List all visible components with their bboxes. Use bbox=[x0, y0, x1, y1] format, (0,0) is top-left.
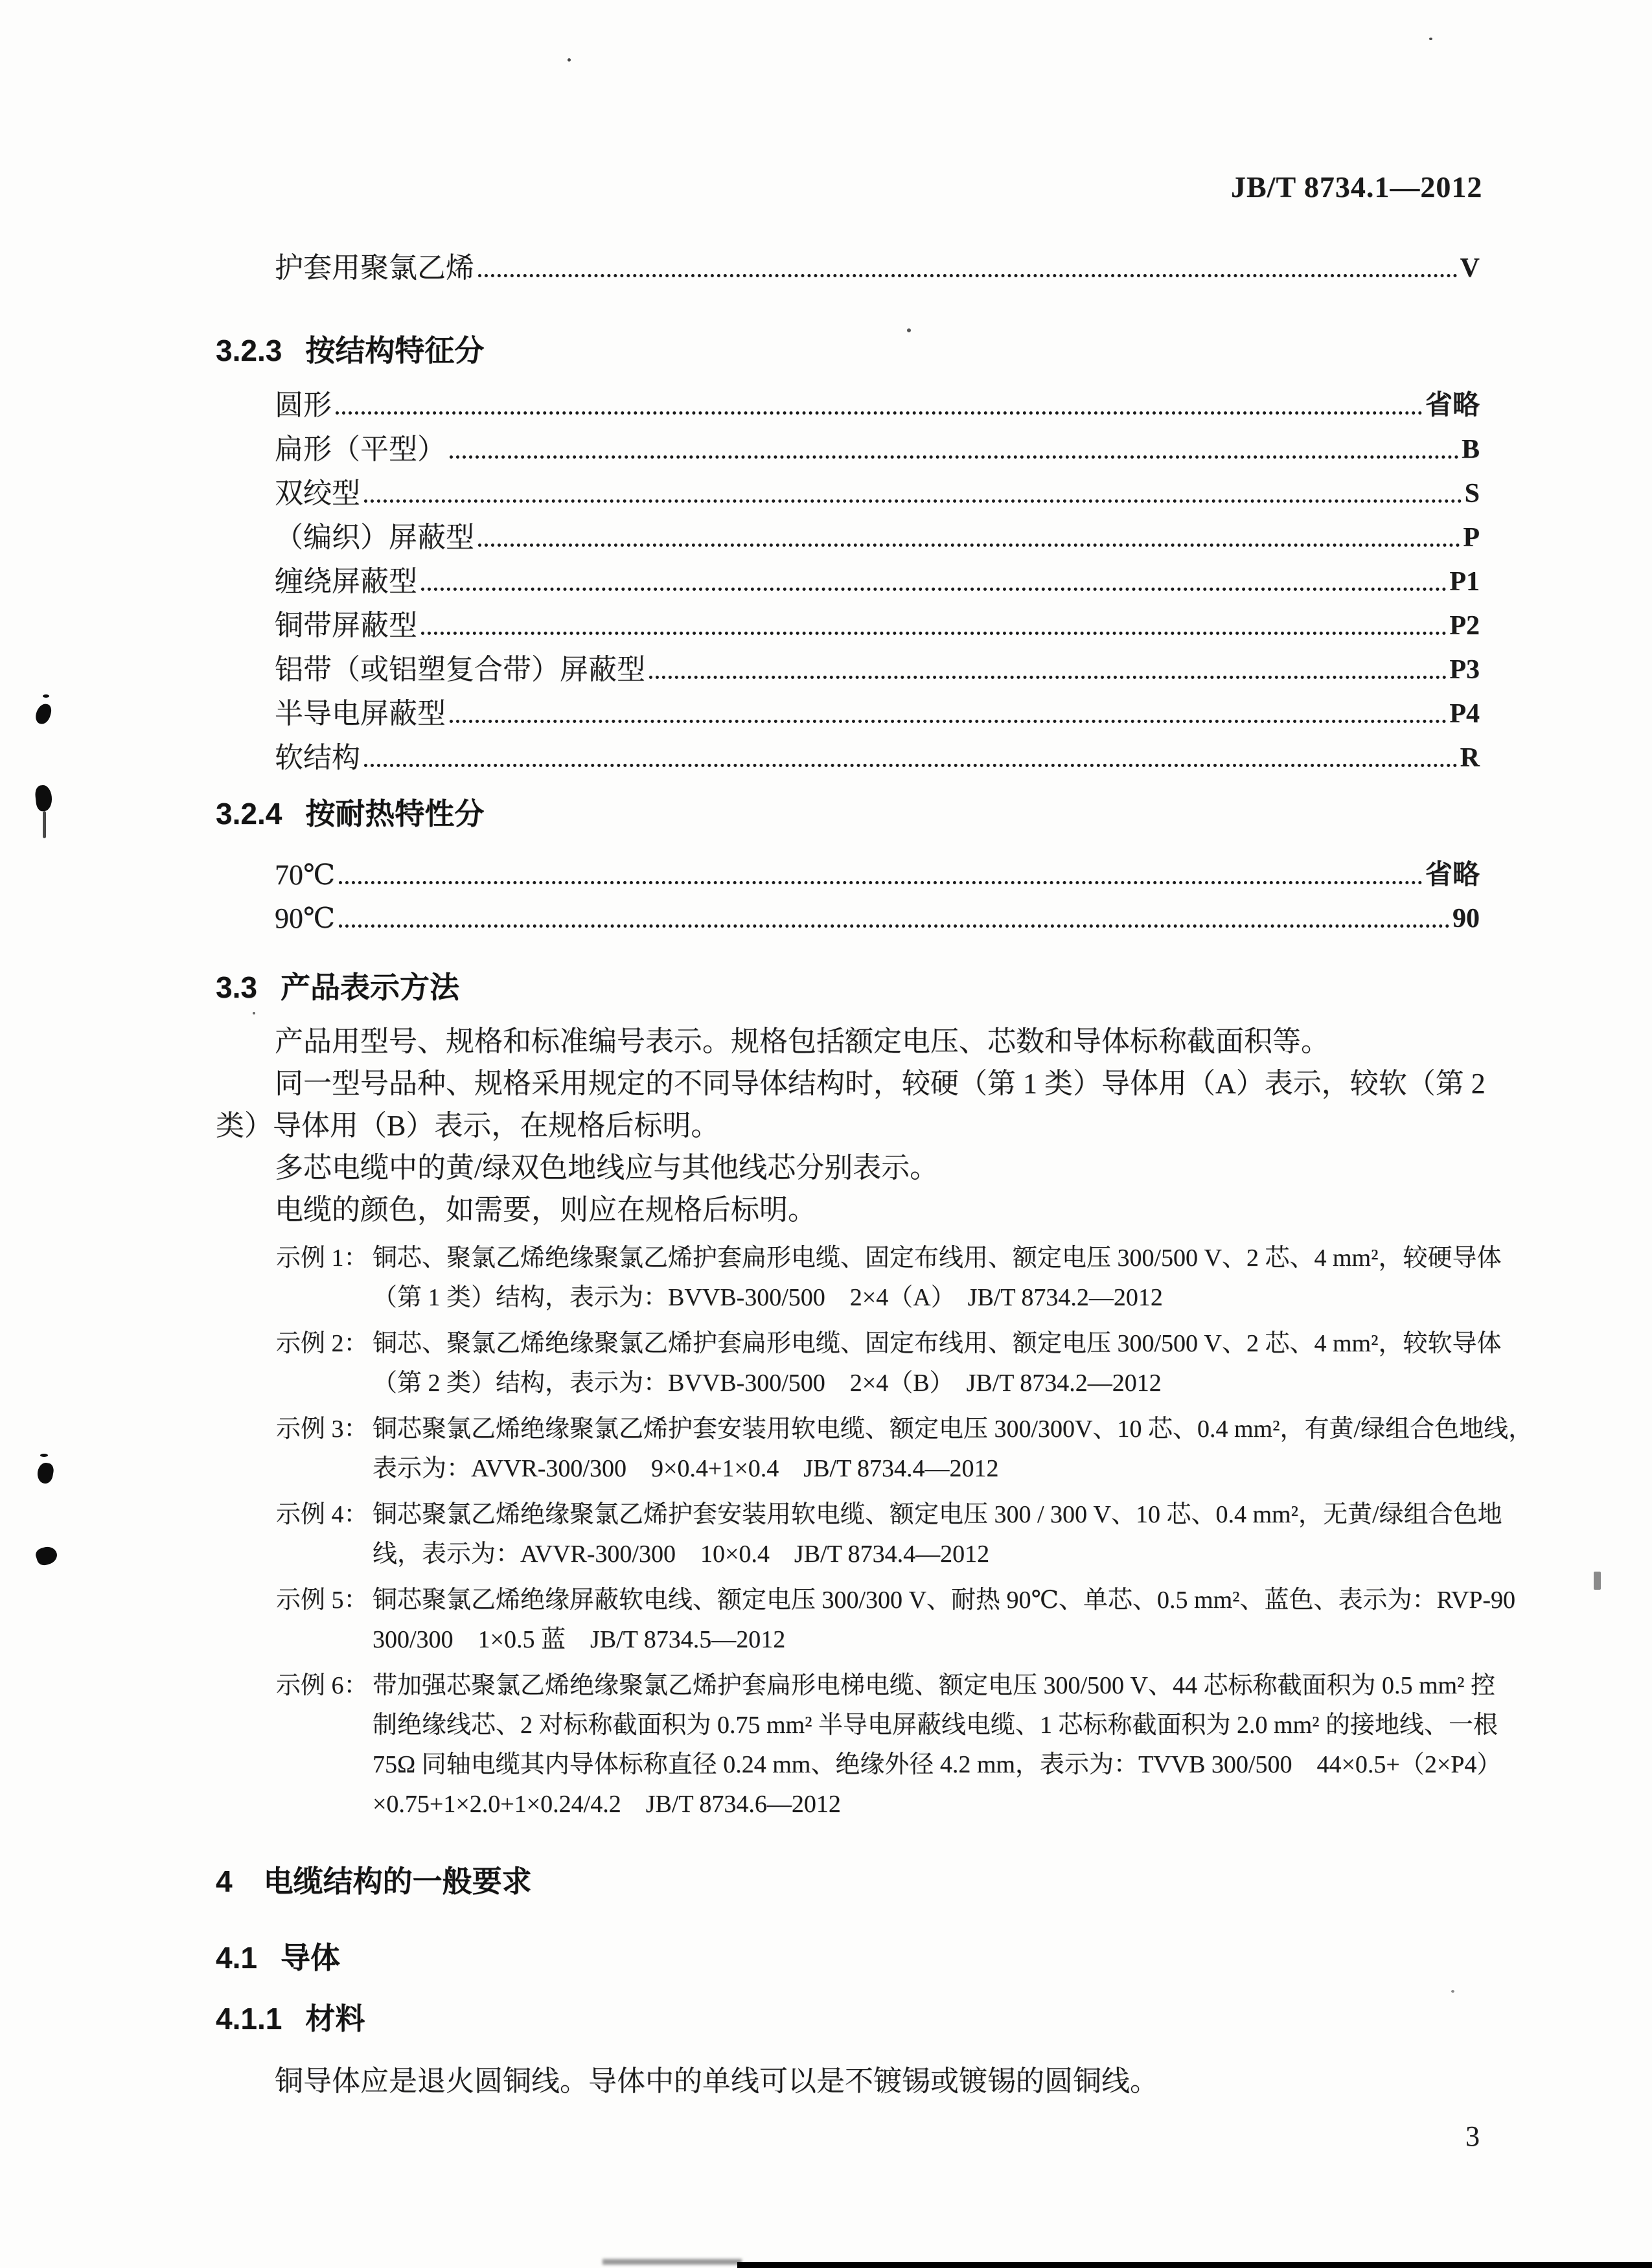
example-line: 铜芯、聚氯乙烯绝缘聚氯乙烯护套扁形电缆、固定布线用、额定电压 300/500 V、2 芯、4 mm²，较硬导体 bbox=[373, 1244, 1502, 1272]
example-line: 表示为：AVVR-300/300 9×0.4+1×0.4 JB/T 8734.4—2012 bbox=[373, 1455, 999, 1482]
toc-label: 护套用聚氯乙烯 bbox=[275, 252, 474, 284]
example-lines bbox=[373, 1666, 1600, 1824]
row-label: 70℃ bbox=[275, 859, 336, 891]
example-line: 线，表示为：AVVR-300/300 10×0.4 JB/T 8734.4—2012 bbox=[373, 1541, 990, 1568]
row-label: 90℃ bbox=[275, 902, 336, 934]
toc-value: V bbox=[1460, 253, 1480, 283]
example-line: 铜芯、聚氯乙烯绝缘聚氯乙烯护套扁形电缆、固定布线用、额定电压 300/500 V、2 芯、4 mm²，较软导体 bbox=[373, 1330, 1502, 1357]
dot-leader-row bbox=[275, 566, 1480, 597]
section-title: 电缆结构的一般要求 bbox=[263, 1864, 532, 1898]
dot-leader bbox=[478, 274, 1458, 277]
scan-speck bbox=[907, 328, 911, 332]
example-line: 铜芯聚氯乙烯绝缘屏蔽软电线、额定电压 300/300 V、耐热 90℃、单芯、0.5 mm²、蓝色、表示为：RVP-90 bbox=[373, 1586, 1516, 1614]
example-line: （第 2 类）结构，表示为：BVVB-300/500 2×4（B） JB/T 8734.2—2012 bbox=[373, 1369, 1162, 1397]
row-value: 90 bbox=[1452, 904, 1480, 934]
example-item bbox=[276, 1581, 1600, 1660]
paragraph-line: 电缆的颜色，如需要，则应在规格后标明。 bbox=[275, 1194, 816, 1226]
scan-edge-bar bbox=[737, 2262, 1652, 2268]
row-label: 软结构 bbox=[275, 742, 360, 773]
example-line: 制绝缘线芯、2 对标称截面积为 0.75 mm² 半导电屏蔽线电缆、1 芯标称截面积为 2.0 mm² 的接地线、一根 bbox=[373, 1712, 1498, 1739]
dot-leader bbox=[450, 720, 1447, 723]
section-title: 导体 bbox=[280, 1941, 340, 1975]
example-item bbox=[276, 1666, 1600, 1824]
section-heading-4 bbox=[216, 1858, 532, 1901]
example-lines bbox=[373, 1495, 1600, 1574]
row-label: 铝带（或铝塑复合带）屏蔽型 bbox=[275, 654, 645, 685]
dot-leader bbox=[421, 632, 1447, 635]
example-item bbox=[276, 1495, 1600, 1574]
dot-leader-row bbox=[275, 610, 1480, 641]
paragraph-line: 类）导体用（B）表示，在规格后标明。 bbox=[216, 1110, 720, 1141]
scan-speck bbox=[1429, 38, 1432, 40]
section-heading-3-2-3 bbox=[216, 327, 484, 370]
example-label: 示例 1： bbox=[276, 1244, 369, 1272]
example-line: 75Ω 同轴电缆其内导体标称直径 0.24 mm、绝缘外径 4.2 mm，表示为：TVVB 300/500 44×0.5+（2×P4） bbox=[373, 1751, 1502, 1778]
row-value: R bbox=[1460, 743, 1480, 773]
dot-leader bbox=[339, 881, 1423, 884]
row-value: P4 bbox=[1449, 699, 1480, 729]
row-label: 扁形（平型） bbox=[275, 433, 446, 465]
example-label: 示例 5： bbox=[276, 1586, 369, 1614]
example-label: 示例 4： bbox=[276, 1501, 369, 1528]
example-line: 铜芯聚氯乙烯绝缘聚氯乙烯护套安装用软电缆、额定电压 300/300V、10 芯、0.4 mm²，有黄/绿组合色地线， bbox=[373, 1415, 1533, 1443]
row-value: B bbox=[1461, 435, 1480, 464]
example-line: ×0.75+1×2.0+1×0.24/4.2 JB/T 8734.6—2012 bbox=[373, 1791, 841, 1818]
example-line: 带加强芯聚氯乙烯绝缘聚氯乙烯护套扁形电梯电缆、额定电压 300/500 V、44 芯标称截面积为 0.5 mm² 控 bbox=[373, 1672, 1496, 1699]
dot-leader-row bbox=[275, 434, 1480, 465]
row-label: 双绞型 bbox=[275, 477, 360, 509]
section-number: 3.2.3 bbox=[216, 334, 282, 367]
dot-leader-row bbox=[275, 478, 1480, 509]
example-label: 示例 6： bbox=[276, 1672, 369, 1699]
dot-leader-row bbox=[275, 903, 1480, 934]
row-label: 半导电屏蔽型 bbox=[275, 698, 446, 729]
ink-mark bbox=[34, 1544, 60, 1568]
ink-mark bbox=[40, 1454, 48, 1457]
section-title: 产品表示方法 bbox=[280, 970, 459, 1004]
dot-leader bbox=[649, 676, 1447, 679]
row-label: （编织）屏蔽型 bbox=[275, 521, 474, 553]
example-label: 示例 3： bbox=[276, 1415, 369, 1443]
dot-leader bbox=[450, 455, 1459, 459]
section-heading-3-3 bbox=[216, 964, 459, 1007]
section-title: 材料 bbox=[305, 2002, 365, 2035]
row-label: 铜带屏蔽型 bbox=[275, 610, 417, 641]
scan-speck bbox=[568, 58, 571, 62]
section-title: 按结构特征分 bbox=[305, 334, 485, 367]
paragraph-line: 同一型号品种、规格采用规定的不同导体结构时，较硬（第 1 类）导体用（A）表示，较软（第 2 bbox=[275, 1068, 1486, 1099]
example-lines bbox=[373, 1581, 1600, 1660]
page-number: 3 bbox=[1465, 2120, 1480, 2152]
row-label: 缠绕屏蔽型 bbox=[275, 566, 417, 597]
ink-mark bbox=[34, 785, 53, 812]
example-item bbox=[276, 1324, 1600, 1403]
example-line: 铜芯聚氯乙烯绝缘聚氯乙烯护套安装用软电缆、额定电压 300 / 300 V、10 芯、0.4 mm²，无黄/绿组合色地 bbox=[373, 1501, 1502, 1528]
row-value: P bbox=[1463, 523, 1480, 553]
row-value: P1 bbox=[1449, 567, 1480, 597]
paragraph-line: 产品用型号、规格和标准编号表示。规格包括额定电压、芯数和导体标称截面积等。 bbox=[275, 1025, 1329, 1057]
product-designation-paragraphs bbox=[216, 1024, 1486, 1234]
dot-leader bbox=[421, 588, 1447, 591]
example-item bbox=[276, 1239, 1600, 1318]
dot-leader-row bbox=[275, 742, 1480, 773]
section-number: 4 bbox=[216, 1864, 233, 1898]
ink-mark bbox=[34, 702, 52, 726]
section-number: 3.3 bbox=[216, 970, 257, 1004]
dot-leader-row bbox=[275, 390, 1480, 421]
row-value: 省略 bbox=[1425, 391, 1480, 420]
row-value: P2 bbox=[1449, 611, 1480, 641]
section-heading-4-1 bbox=[216, 1934, 340, 1977]
example-line: 300/300 1×0.5 蓝 JB/T 8734.5—2012 bbox=[373, 1626, 786, 1653]
dot-leader-row bbox=[275, 698, 1480, 729]
ink-mark bbox=[36, 1461, 54, 1485]
scan-edge-mark bbox=[1594, 1572, 1601, 1590]
section-title: 按耐热特性分 bbox=[305, 797, 485, 830]
section-number: 3.2.4 bbox=[216, 797, 282, 830]
example-lines bbox=[373, 1239, 1600, 1318]
example-lines bbox=[373, 1410, 1600, 1489]
doc-number: JB/T 8734.1—2012 bbox=[1231, 170, 1483, 203]
dot-leader-row bbox=[275, 654, 1480, 685]
example-line: （第 1 类）结构，表示为：BVVB-300/500 2×4（A） JB/T 8734.2—2012 bbox=[373, 1284, 1163, 1311]
ink-mark bbox=[43, 694, 49, 698]
row-value: P3 bbox=[1449, 655, 1480, 685]
ink-mark bbox=[43, 811, 46, 838]
dot-leader bbox=[364, 499, 1462, 503]
dot-leader bbox=[336, 411, 1423, 415]
dot-leader-row bbox=[275, 522, 1480, 553]
toc-row-sheath-pvc bbox=[275, 253, 1480, 284]
example-item bbox=[276, 1410, 1600, 1489]
scan-smudge bbox=[602, 2259, 742, 2265]
conductor-material-paragraph: 铜导体应是退火圆铜线。导体中的单线可以是不镀锡或镀锡的圆铜线。 bbox=[275, 2065, 1158, 2097]
dot-leader-row bbox=[275, 860, 1480, 891]
row-value: S bbox=[1464, 479, 1480, 509]
paragraph-line: 多芯电缆中的黄/绿双色地线应与其他线芯分别表示。 bbox=[275, 1152, 939, 1184]
section-number: 4.1 bbox=[216, 1941, 257, 1975]
section-heading-3-2-4 bbox=[216, 790, 484, 833]
scan-speck bbox=[253, 1012, 255, 1014]
row-value: 省略 bbox=[1425, 860, 1480, 890]
example-label: 示例 2： bbox=[276, 1330, 369, 1357]
dot-leader bbox=[364, 764, 1458, 767]
section-heading-4-1-1 bbox=[216, 1995, 365, 2038]
dot-leader bbox=[339, 924, 1450, 928]
row-label: 圆形 bbox=[275, 389, 332, 421]
section-number: 4.1.1 bbox=[216, 2002, 282, 2035]
dot-leader bbox=[478, 544, 1460, 547]
example-lines bbox=[373, 1324, 1600, 1403]
scan-speck bbox=[1451, 1990, 1454, 1993]
